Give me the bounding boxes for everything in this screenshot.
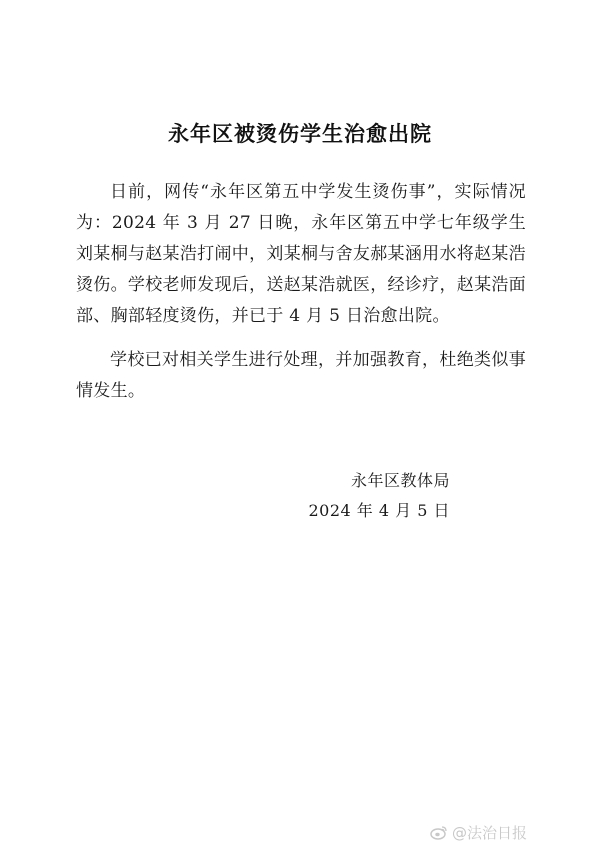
watermark-text: @法治日报 — [452, 824, 528, 842]
body-paragraph-2: 学校已对相关学生进行处理，并加强教育，杜绝类似事情发生。 — [76, 350, 526, 401]
document-title: 永年区被烫伤学生治愈出院 — [168, 122, 432, 146]
weibo-logo-icon — [430, 825, 448, 840]
body-paragraph-1: 日前，网传“永年区第五中学发生烫伤事”，实际情况为：2024 年 3 月 27 日晚，永年区第五中学七年级学生刘某桐与赵某浩打闹中，刘某桐与舍友郝某涵用水将赵某浩烫伤。学校老师发现后，送赵某浩就医，经诊疗，赵某浩面部、胸部轻度烫伤，并已于 4 月 5 日治愈出院。 — [76, 182, 526, 326]
source-watermark — [430, 822, 527, 843]
signature-organization: 永年区教体局 — [350, 471, 450, 490]
signature-date: 2024 年 4 月 5 日 — [308, 501, 450, 520]
